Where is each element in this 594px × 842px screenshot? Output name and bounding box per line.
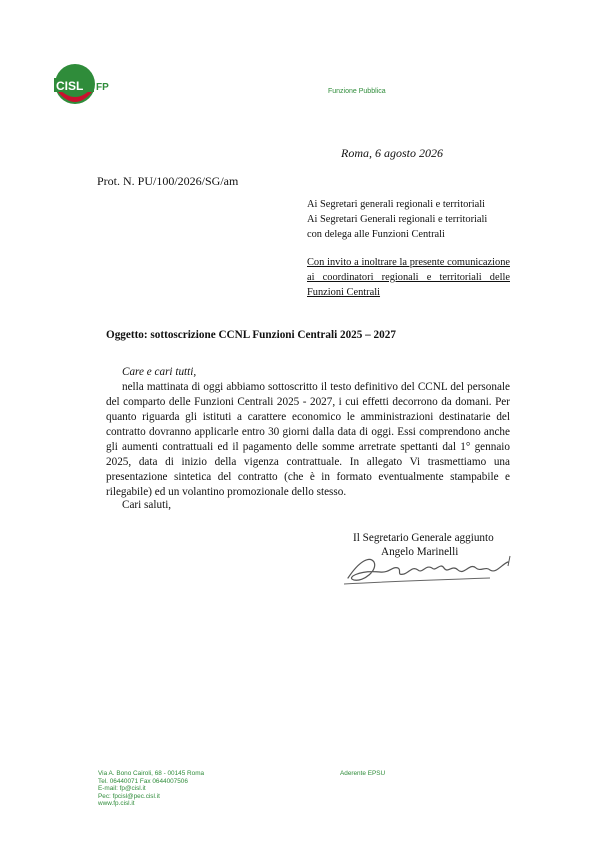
letter-body: nella mattinata di oggi abbiamo sottoscritto il testo definitivo del CCNL del personale del comparto delle Funzioni Centrali 2025 - 2027, i cui effetti decorrono da domani. Per quanto riguarda gli istituti a carattere economico le amministrazioni destinatarie del contratto dovranno applicarle entro 30 giorni dalla data di oggi. Essi comprendono anche gli aumenti contrattuali ed il pagamento delle somme arretrate spettanti dal 1° gennaio 2025, data di inizio della vigenza contrattuale. In allegato Vi trasmettiamo una presentazione sintetica del contratto (che è in formato eventualmente stampabile e rilegabile) ed un volantino promozionale dello stesso.: [106, 381, 510, 498]
signatory-name: Angelo Marinelli: [381, 546, 459, 558]
letter-subject: Oggetto: sottoscrizione CCNL Funzioni Centrali 2025 – 2027: [106, 329, 396, 341]
recipient-line: Ai Segretari Generali regionali e territoriali: [307, 214, 488, 225]
cisl-fp-logo: [52, 62, 132, 112]
footer-phone: Tel. 06440071 Fax 0644007506: [98, 777, 188, 785]
footer-website[interactable]: www.fp.cisl.it: [98, 800, 135, 808]
footer-address: Via A. Bono Cairoli, 68 - 00145 Roma: [98, 770, 205, 777]
recipients-block: [307, 197, 512, 242]
letter-date: Roma, 6 agosto 2026: [341, 146, 443, 160]
footer-pec[interactable]: Pec: fpcisl@pec.cisl.it: [98, 792, 160, 800]
logo-text-main: CISL: [56, 79, 84, 93]
footer-affiliation: Aderente EPSU: [340, 770, 386, 777]
letter-greeting: Care e cari tutti,: [122, 366, 197, 378]
footer-email[interactable]: E-mail: fp@cisl.it: [98, 785, 146, 793]
letter-closing: Cari saluti,: [122, 499, 172, 511]
handwritten-signature: [340, 548, 518, 590]
header-tagline: Funzione Pubblica: [328, 88, 386, 95]
logo-text-side: FP: [96, 82, 109, 93]
protocol-number: Prot. N. PU/100/2026/SG/am: [97, 174, 239, 188]
forwarding-request: Con invito a inoltrare la presente comunicazione ai coordinatori regionali e territoriali delle Funzioni Centrali: [307, 257, 510, 298]
footer-contacts: [98, 770, 204, 808]
recipient-line: Ai Segretari generali regionali e territoriali: [307, 199, 486, 210]
signatory-role: Il Segretario Generale aggiunto: [353, 532, 494, 544]
recipient-line: con delega alle Funzioni Centrali: [307, 229, 445, 240]
